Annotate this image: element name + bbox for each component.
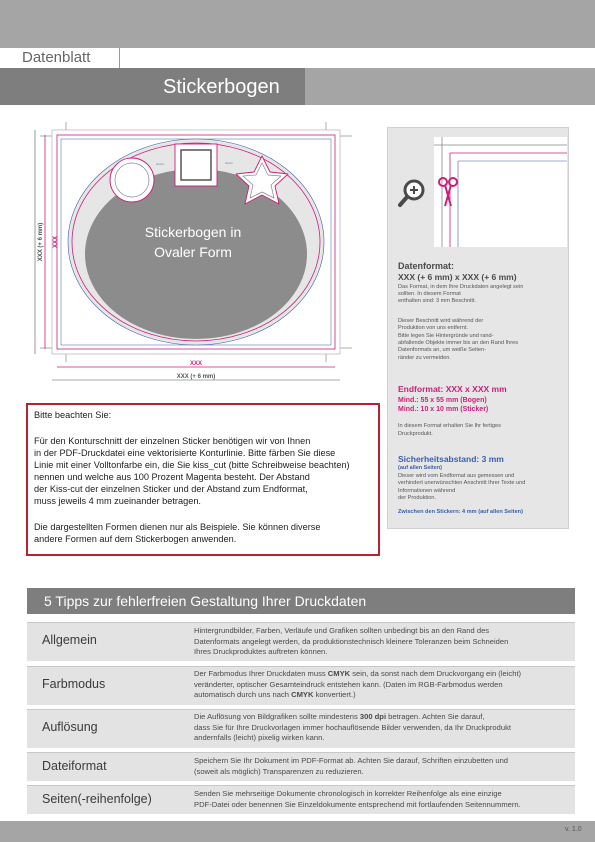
- footer-bar: [0, 821, 595, 842]
- svg-text:4 mm: 4 mm: [156, 162, 164, 166]
- sicherheit-line-3: der Produktion.: [398, 495, 436, 501]
- datenformat-value: XXX (+ 6 mm) x XXX (+ 6 mm): [398, 272, 517, 282]
- beschnitt-line-1: Produktion von uns entfernt.: [398, 325, 468, 331]
- beschnitt-line-2: Bitte legen Sie Hintergründe und rand-: [398, 333, 494, 339]
- notice-line: andere Formen auf dem Stickerbogen anwenden.: [34, 534, 237, 544]
- notice-line: Bitte beachten Sie:: [34, 410, 112, 420]
- notice-line: der Kiss-cut der einzelnen Sticker und der Abstand zum Endformat,: [34, 484, 308, 494]
- tip-label: Farbmodus: [42, 677, 106, 691]
- endformat-line-1: Druckprodukt.: [398, 431, 433, 437]
- endformat-min-2: Mind.: 10 x 10 mm (Sticker): [398, 406, 489, 413]
- sicherheit-sub: (auf allen Seiten): [398, 465, 443, 471]
- diagram-label-2: Ovaler Form: [154, 244, 232, 260]
- notice-line: nennen und welche aus 100 Prozent Magenta besteht. Der Abstand: [34, 472, 310, 482]
- sticker-sheet-diagram: [30, 122, 360, 394]
- notice-line: in der PDF-Druckdatei eine vektorisierte Konturlinie. Bitte färben Sie diese: [34, 448, 336, 458]
- sicherheit-line-2: Informationen während: [398, 488, 456, 494]
- svg-text:4 mm: 4 mm: [225, 161, 233, 165]
- scissors-icon: [437, 176, 459, 208]
- notice-line: Die dargestellten Formen dienen nur als Beispiele. Sie können diverse: [34, 522, 321, 532]
- tip-label: Seiten(-reihenfolge): [42, 792, 152, 806]
- tip-label: Dateiformat: [42, 759, 107, 773]
- sicherheit-line-0: Dieser wird vom Endformat aus gemessen und: [398, 473, 515, 479]
- sicherheit-stickers: Zwischen den Stickern: 4 mm (auf allen Seiten): [398, 509, 523, 515]
- zoom-in-icon: [398, 178, 428, 208]
- endformat-min-1: Mind.: 55 x 55 mm (Bogen): [398, 397, 487, 404]
- tip-label: Auflösung: [42, 720, 98, 734]
- tip-text: Senden Sie mehrseitige Dokumente chronologisch in korrekter Reihenfolge als eine einzige PDF-Datei oder benennen Sie Einzeldokumente entsprechend mit fortlaufenden Seitennummern.: [194, 789, 521, 809]
- doc-type-label: Datenblatt: [22, 49, 91, 66]
- endformat-line-0: In diesem Format erhalten Sie Ihr fertiges: [398, 423, 501, 429]
- tip-label: Allgemein: [42, 633, 97, 647]
- beschnitt-line-0: Dieser Beschnitt wird während der: [398, 318, 484, 324]
- datenformat-line-2: enthalten sind: 3 mm Beschnitt.: [398, 298, 477, 304]
- beschnitt-line-5: ränder zu vermeiden.: [398, 355, 451, 361]
- datenformat-line-0: Das Format, in dem Ihre Druckdaten angelegt sein: [398, 284, 524, 290]
- version-label: v. 1.0: [565, 826, 582, 833]
- sicherheit-line-1: verhindert unerwünschten Anschnitt Ihrer Texte und: [398, 480, 526, 486]
- header-bar: [0, 0, 595, 48]
- dim-inner-v: XXX: [53, 235, 59, 249]
- page-title: Stickerbogen: [163, 76, 280, 98]
- tip-text: Der Farbmodus Ihrer Druckdaten muss CMYK sein, da sonst nach dem Druckvorgang ein (leicht) veränderter, optischer Gesamteindruck entstehen kann. (Daten im RGB-Farbmodus werden automatisch durch uns nach CMYK konvertiert.): [194, 669, 522, 699]
- tip-text: Hintergrundbilder, Farben, Verläufe und Grafiken sollten unbedingt bis an den Rand des Datenformats angelegt werden, da produktionstechnisch kleinere Toleranzen beim Schneiden Ihres Druckproduktes auftreten können.: [194, 626, 509, 656]
- notice-line: muss jeweils 4 mm zueinander betragen.: [34, 496, 201, 506]
- dim-inner-h: XXX: [189, 361, 203, 367]
- tip-text: Speichern Sie Ihr Dokument im PDF-Format ab. Achten Sie darauf, Schriften einzubetten und (soweit als möglich) Transparenzen zu reduzieren.: [194, 756, 509, 776]
- dim-outer-v: XXX (+ 6 mm): [38, 222, 44, 262]
- datenformat-line-1: sollten. In diesem Format: [398, 291, 461, 297]
- beschnitt-line-3: abfallende Objekte immer bis an den Rand Ihres: [398, 340, 519, 346]
- datenformat-title: Datenformat:: [398, 261, 455, 271]
- tips-title: 5 Tipps zur fehlerfreien Gestaltung Ihrer Druckdaten: [44, 593, 367, 609]
- dim-outer-h: XXX (+ 6 mm): [176, 374, 216, 380]
- sicherheit-title: Sicherheitsabstand: 3 mm: [398, 454, 504, 464]
- endformat-title: Endformat: XXX x XXX mm: [398, 384, 507, 394]
- tip-text: Die Auflösung von Bildgrafiken sollte mindestens 300 dpi betragen. Achten Sie darauf, dass Sie für Ihre Druckvorlagen immer hochauflösende Bilder verwenden, da Ihr Druckprodukt andernfalls (leicht) pixelig wirken kann.: [194, 712, 511, 742]
- notice-line: Für den Konturschnitt der einzelnen Sticker benötigen wir von Ihnen: [34, 436, 311, 446]
- diagram-label-1: Stickerbogen in: [144, 224, 242, 240]
- notice-line: Linie mit einer Volltonfarbe ein, die Sie kiss_cut (bitte Schreibweise beachten): [34, 460, 350, 470]
- beschnitt-line-4: Datenformats an, um weiße Seiten-: [398, 347, 486, 353]
